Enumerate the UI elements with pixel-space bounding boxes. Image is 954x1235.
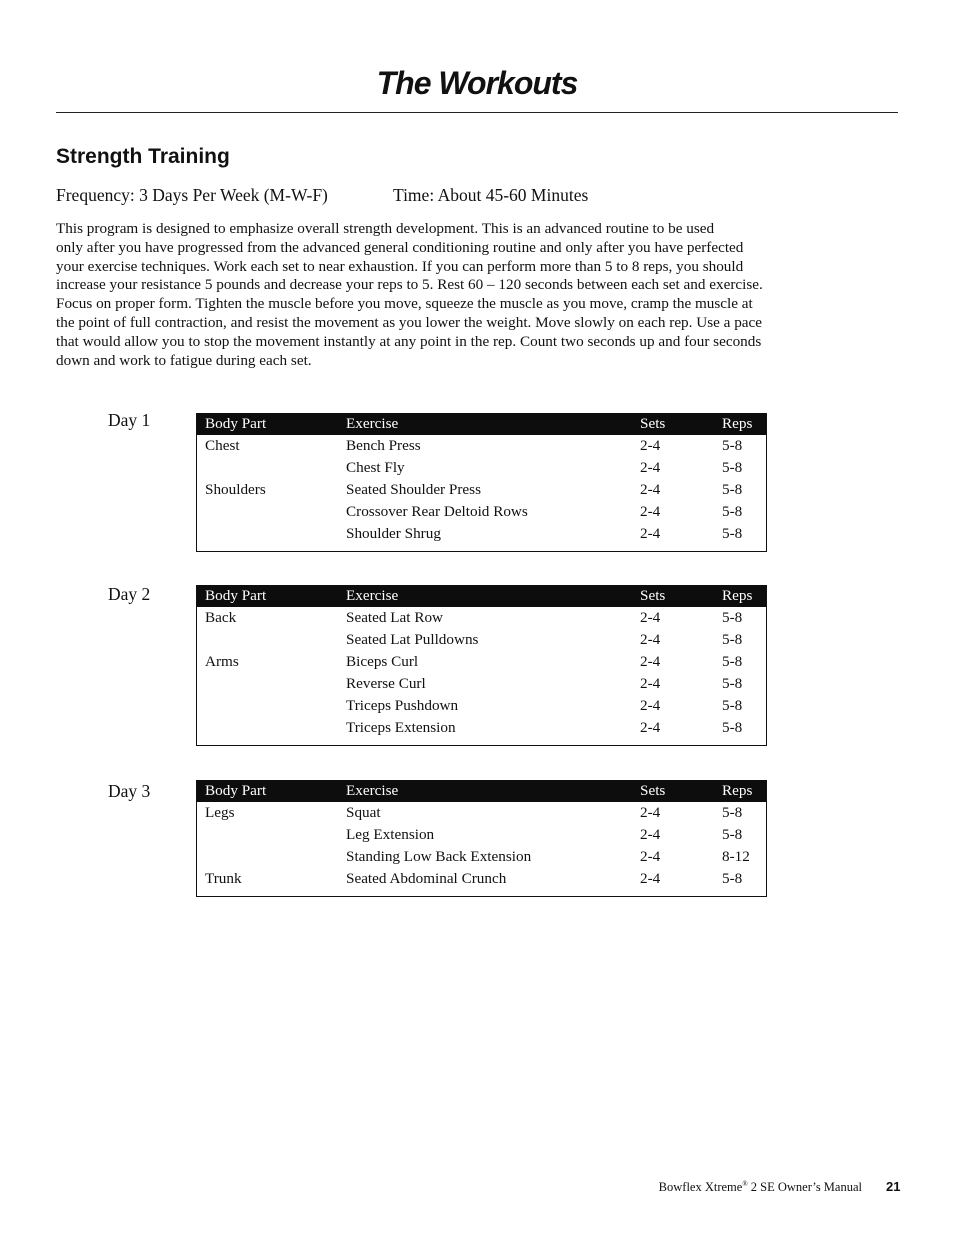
sets-cell: 2-4 — [640, 870, 661, 887]
sets-cell: 2-4 — [640, 481, 661, 498]
table-header — [197, 585, 766, 607]
sets-cell: 2-4 — [640, 437, 661, 454]
table-row — [197, 824, 766, 846]
exercise-cell: Biceps Curl — [346, 653, 419, 670]
intro-line: This program is designed to emphasize overall strength development. This is an advanced routine to be used — [56, 220, 715, 237]
sets-cell: 2-4 — [640, 826, 661, 843]
table-row — [197, 802, 766, 824]
header-reps: Reps — [722, 587, 753, 604]
reps-cell: 5-8 — [722, 481, 743, 498]
table-row — [197, 457, 766, 479]
day-2-label: Day 2 — [108, 584, 151, 604]
sets-cell: 2-4 — [640, 503, 661, 520]
sets-cell: 2-4 — [640, 525, 661, 542]
header-exercise: Exercise — [346, 782, 399, 799]
exercise-cell: Chest Fly — [346, 459, 405, 476]
header-sets: Sets — [640, 587, 666, 604]
reps-cell: 5-8 — [722, 437, 743, 454]
reps-cell: 5-8 — [722, 631, 743, 648]
sets-cell: 2-4 — [640, 653, 661, 670]
exercise-cell: Seated Lat Row — [346, 609, 444, 626]
intro-paragraph — [56, 220, 866, 370]
header-sets: Sets — [640, 415, 666, 432]
exercise-cell: Seated Lat Pulldowns — [346, 631, 479, 648]
header-exercise: Exercise — [346, 587, 399, 604]
header-reps: Reps — [722, 415, 753, 432]
sets-cell: 2-4 — [640, 675, 661, 692]
reps-cell: 5-8 — [722, 675, 743, 692]
sets-cell: 2-4 — [640, 848, 661, 865]
intro-line: only after you have progressed from the advanced general conditioning routine and only after you have perfected — [56, 238, 744, 256]
exercise-cell: Reverse Curl — [346, 675, 426, 692]
day-3-label: Day 3 — [108, 781, 151, 801]
reps-cell: 5-8 — [722, 826, 743, 843]
manual-brand: Bowflex Xtreme — [658, 1180, 743, 1195]
table-header — [197, 780, 766, 802]
intro-line: your exercise techniques. Work each set to near exhaustion. If you can perform more than 5 to 8 reps, you should — [56, 257, 744, 275]
table-row — [197, 523, 766, 551]
reps-cell: 5-8 — [722, 697, 743, 714]
body-part-cell: Back — [205, 609, 237, 626]
table-row — [197, 717, 766, 745]
table-header — [197, 413, 766, 435]
body-part-cell: Legs — [205, 804, 235, 821]
header-body-part: Body Part — [205, 587, 267, 604]
reps-cell: 8-12 — [722, 848, 750, 865]
exercise-cell: Seated Shoulder Press — [346, 481, 481, 498]
reps-cell: 5-8 — [722, 870, 743, 887]
day-1-table — [196, 413, 767, 552]
intro-line: Focus on proper form. Tighten the muscle before you move, squeeze the muscle as you move, cramp the muscle at — [56, 295, 753, 313]
header-sets: Sets — [640, 782, 666, 799]
intro-line: down and work to fatigue during each set. — [56, 351, 312, 369]
exercise-cell: Squat — [346, 804, 381, 821]
sets-cell: 2-4 — [640, 631, 661, 648]
body-part-cell: Chest — [205, 437, 240, 454]
sets-cell: 2-4 — [640, 459, 661, 476]
table-row — [197, 435, 766, 457]
header-body-part: Body Part — [205, 782, 267, 799]
day-3-table — [196, 780, 767, 897]
intro-line: that would allow you to stop the movement instantly at any point in the rep. Count two seconds up and four seconds — [56, 332, 762, 350]
intro-line: increase your resistance 5 pounds and decrease your reps to 5. Rest 60 – 120 seconds between each set and exercise. — [56, 276, 763, 294]
manual-name: 2 SE Owner’s Manual — [747, 1180, 862, 1195]
header-exercise: Exercise — [346, 415, 399, 432]
day-2-table — [196, 585, 767, 746]
reps-cell: 5-8 — [722, 525, 743, 542]
body-part-cell: Shoulders — [205, 481, 266, 498]
table-row — [197, 629, 766, 651]
sets-cell: 2-4 — [640, 697, 661, 714]
exercise-cell: Shoulder Shrug — [346, 525, 441, 542]
time-text: Time: About 45-60 Minutes — [393, 185, 589, 205]
table-row — [197, 695, 766, 717]
exercise-cell: Standing Low Back Extension — [346, 848, 532, 865]
manual-title — [659, 1180, 862, 1195]
reps-cell: 5-8 — [722, 609, 743, 626]
reps-cell: 5-8 — [722, 719, 743, 736]
exercise-cell: Bench Press — [346, 437, 421, 454]
page-number: 21 — [886, 1179, 901, 1194]
reps-cell: 5-8 — [722, 804, 743, 821]
exercise-cell: Triceps Pushdown — [346, 697, 459, 714]
table-row — [197, 651, 766, 673]
registered-mark: ® — [742, 1180, 748, 1188]
day-1-label: Day 1 — [108, 410, 151, 430]
sets-cell: 2-4 — [640, 609, 661, 626]
sets-cell: 2-4 — [640, 719, 661, 736]
table-row — [197, 868, 766, 896]
exercise-cell: Leg Extension — [346, 826, 435, 843]
exercise-cell: Seated Abdominal Crunch — [346, 870, 507, 887]
sets-cell: 2-4 — [640, 804, 661, 821]
body-part-cell: Arms — [205, 653, 239, 670]
page-title: The Workouts — [376, 65, 578, 101]
header-body-part: Body Part — [205, 415, 267, 432]
schedule-line — [56, 184, 589, 206]
exercise-cell: Crossover Rear Deltoid Rows — [346, 503, 528, 520]
reps-cell: 5-8 — [722, 653, 743, 670]
table-row — [197, 673, 766, 695]
title-divider — [56, 112, 898, 113]
exercise-cell: Triceps Extension — [346, 719, 456, 736]
table-row — [197, 846, 766, 868]
table-row — [197, 501, 766, 523]
intro-line: the point of full contraction, and resist the movement as you lower the weight. Move slowly on each rep. Use a pace — [56, 313, 763, 331]
body-part-cell: Trunk — [205, 870, 242, 887]
section-heading: Strength Training — [56, 145, 230, 168]
reps-cell: 5-8 — [722, 459, 743, 476]
header-reps: Reps — [722, 782, 753, 799]
frequency-text: Frequency: 3 Days Per Week (M-W-F) — [56, 185, 328, 205]
reps-cell: 5-8 — [722, 503, 743, 520]
table-row — [197, 607, 766, 629]
table-row — [197, 479, 766, 501]
